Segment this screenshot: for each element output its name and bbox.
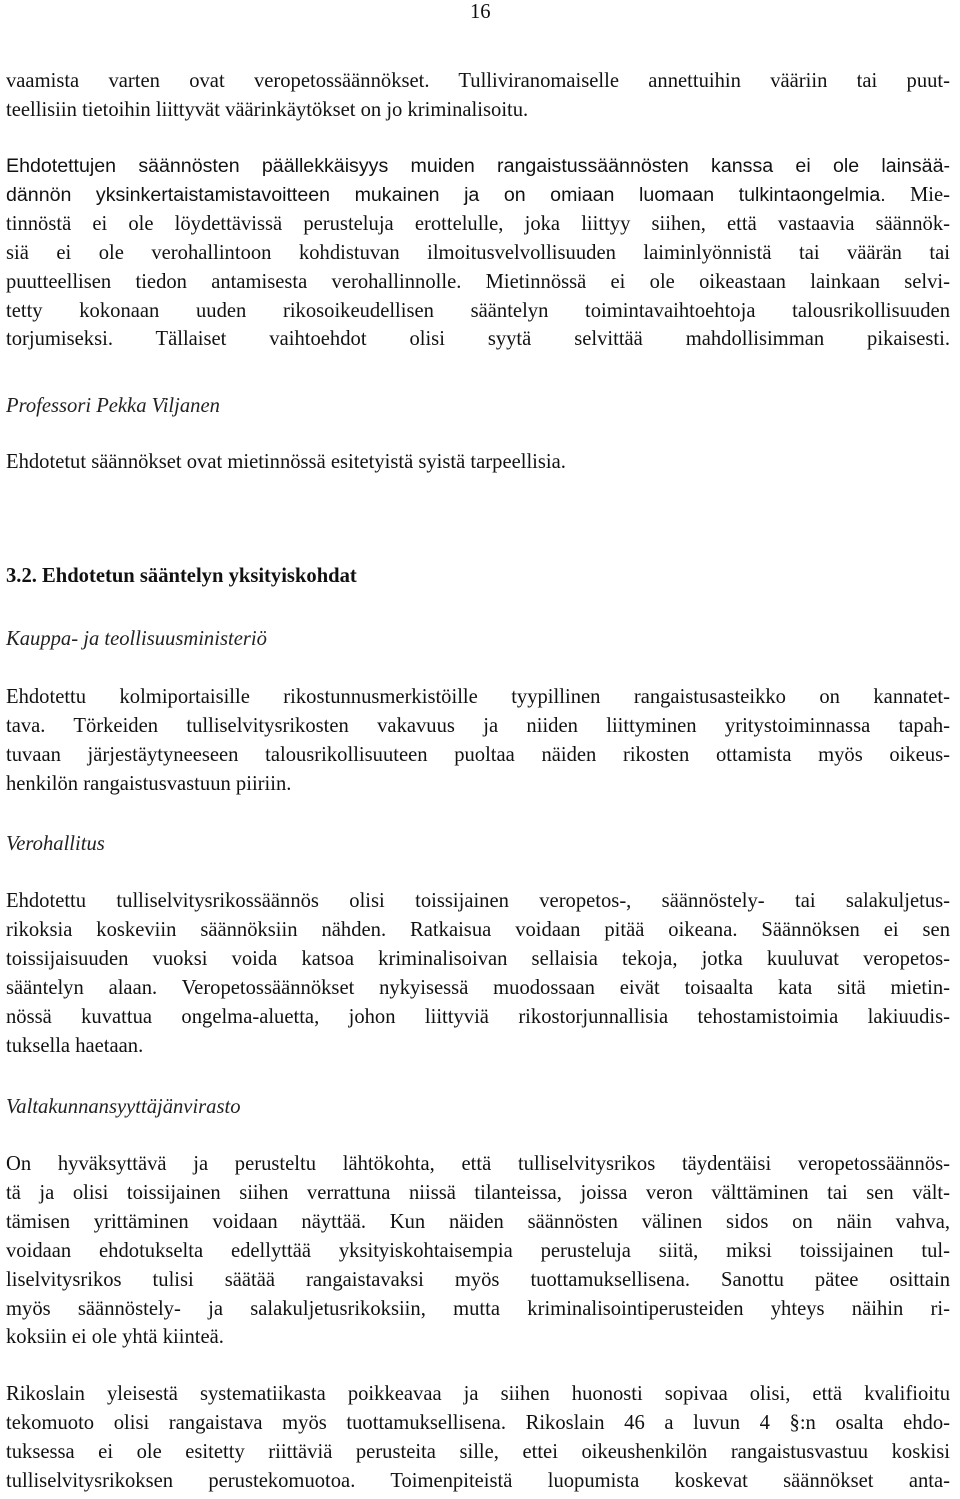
text-line: myös säännöstely- ja salakuljetusrikoksiin, mutta kriminalisointiperusteiden yhteys näihin ri- <box>6 1297 950 1320</box>
paragraph-vtv-2 <box>6 1380 950 1496</box>
text-line: tetty kokonaan uuden rikosoikeudellisen sääntelyn toimintavaihtoehtoja talousrikollisuuden <box>6 299 950 322</box>
text-line: voidaan ehdotukselta edellyttää yksityiskohtaisempia perusteluja siitä, miksi toissijainen tul- <box>6 1239 950 1262</box>
text-line: tava. Törkeiden tulliselvitysrikosten vakavuus ja niiden liittyminen yritystoiminnassa tapah- <box>6 714 950 737</box>
text-fragment: Mie- <box>885 183 950 206</box>
paragraph-veropetos-intro <box>6 67 950 125</box>
paragraph-kauppa-ministerio <box>6 683 950 799</box>
subheading-kauppa-ministerio: Kauppa- ja teollisuusministeriö <box>6 628 267 650</box>
text-line: tuksessa ei ole esitetty riittäviä perusteita sille, ettei oikeushenkilön rangaistusvastuu koskisi <box>6 1440 950 1463</box>
text-line: tuvaan järjestäytyneeseen talousrikollisuuteen puoltaa näiden rikosten ottamista myös oikeus- <box>6 743 950 766</box>
text-line: koksiin ei ole yhtä kiinteä. <box>6 1326 224 1349</box>
text-line: tekomuoto olisi rangaistava myös tuottamuksellisena. Rikoslain 46 a luvun 4 §:n osalta ehdo- <box>6 1411 950 1434</box>
text-line: Rikoslain yleisestä systematiikasta poikkeavaa ja siihen huonosti sopivaa olisi, että kvalifioitu <box>6 1383 950 1405</box>
text-fragment: dännön yksinkertaistamistavoitteen mukainen ja on omiaan luomaan tulkintaongelmia. <box>6 183 886 206</box>
subheading-viljanen: Professori Pekka Viljanen <box>6 395 220 417</box>
text-line-mixed <box>6 181 950 210</box>
text-line: Ehdotettu kolmiportaisille rikostunnusmerkistöille tyypillinen rangaistusasteikko on kannatet- <box>6 686 950 708</box>
text-line: tuksella haetaan. <box>6 1034 144 1057</box>
page-number: 16 <box>470 1 491 23</box>
text-line: toissijaisuuden vuoksi voida katsoa kriminalisoivan sellaisia tekoja, jotka kuuluvat veropetos- <box>6 947 950 970</box>
text-line: tinnöstä ei ole löydettävissä perusteluja erottelulle, joka liittyy siihen, että vastaavia säännök- <box>6 212 950 235</box>
text-line: Ehdotettu tulliselvitysrikossäännös olisi toissijainen veropetos-, säännöstely- tai salakuljetus- <box>6 890 950 912</box>
text-line: sääntelyn alaan. Veropetossäännökset nykyisessä muodossaan eivät toisaalta kata sitä mietin- <box>6 976 950 999</box>
text-line: liselvitysrikos tulisi säätää rangaistavaksi myös tuottamuksellisena. Sanottu pätee osittain <box>6 1268 950 1291</box>
text-line: nössä kuvattua ongelma-aluetta, johon liittyviä rikostorjunnallisia tehostamistoimia lakiuudis- <box>6 1005 950 1028</box>
text-line: tulliselvitysrikoksen perustekomuotoa. Toimenpiteistä luopumista koskevat säännökset anta- <box>6 1469 950 1492</box>
paragraph-verohallitus <box>6 887 950 1060</box>
text-line: Ehdotettujen säännösten päällekkäisyys muiden rangaistussäännösten kanssa ei ole lainsää- <box>6 155 950 177</box>
text-line: Ehdotetut säännökset ovat mietinnössä esitetyistä syistä tarpeellisia. <box>6 451 566 473</box>
text-line: tämisen yrittäminen voidaan näyttää. Kun näiden säännösten välinen sidos on näin vahva, <box>6 1210 950 1233</box>
text-line: henkilön rangaistusvastuun piiriin. <box>6 772 292 795</box>
paragraph-viljanen <box>6 448 950 477</box>
text-line: puutteellisen tiedon antamisesta verohallinnolle. Mietinnössä ei ole oikeastaan lainkaan selvi- <box>6 270 950 293</box>
text-line: teellisiin tietoihin liittyvät väärinkäytökset on jo kriminalisoitu. <box>6 98 529 121</box>
text-line: torjumiseksi. Tällaiset vaihtoehdot olisi syytä selvittää mahdollisimman pikaisesti. <box>6 328 950 351</box>
text-line: siä ei ole verohallintoon kohdistuvan ilmoitusvelvollisuuden laiminlyönnistä tai väärän tai <box>6 241 950 264</box>
text-line: tä ja olisi toissijainen siihen verrattuna niissä tilanteissa, joissa veron välttäminen tai sen vält- <box>6 1181 950 1204</box>
paragraph-paallekkaisyys <box>6 152 950 354</box>
text-line: rikoksia koskeviin säännöksiin nähden. Ratkaisua voidaan pitää oikeana. Säännöksen ei sen <box>6 918 950 941</box>
paragraph-vtv-1 <box>6 1150 950 1352</box>
text-line: vaamista varten ovat veropetossäännökset. Tulliviranomaiselle annettuihin vääriin tai puut- <box>6 70 950 92</box>
subheading-verohallitus: Verohallitus <box>6 833 105 855</box>
text-line: On hyväksyttävä ja perusteltu lähtökohta, että tulliselvitysrikos täydentäisi veropetossäännös- <box>6 1153 950 1175</box>
subheading-valtakunnansyyttajanvirasto: Valtakunnansyyttäjänvirasto <box>6 1096 241 1118</box>
section-title: 3.2. Ehdotetun sääntelyn yksityiskohdat <box>6 565 357 587</box>
